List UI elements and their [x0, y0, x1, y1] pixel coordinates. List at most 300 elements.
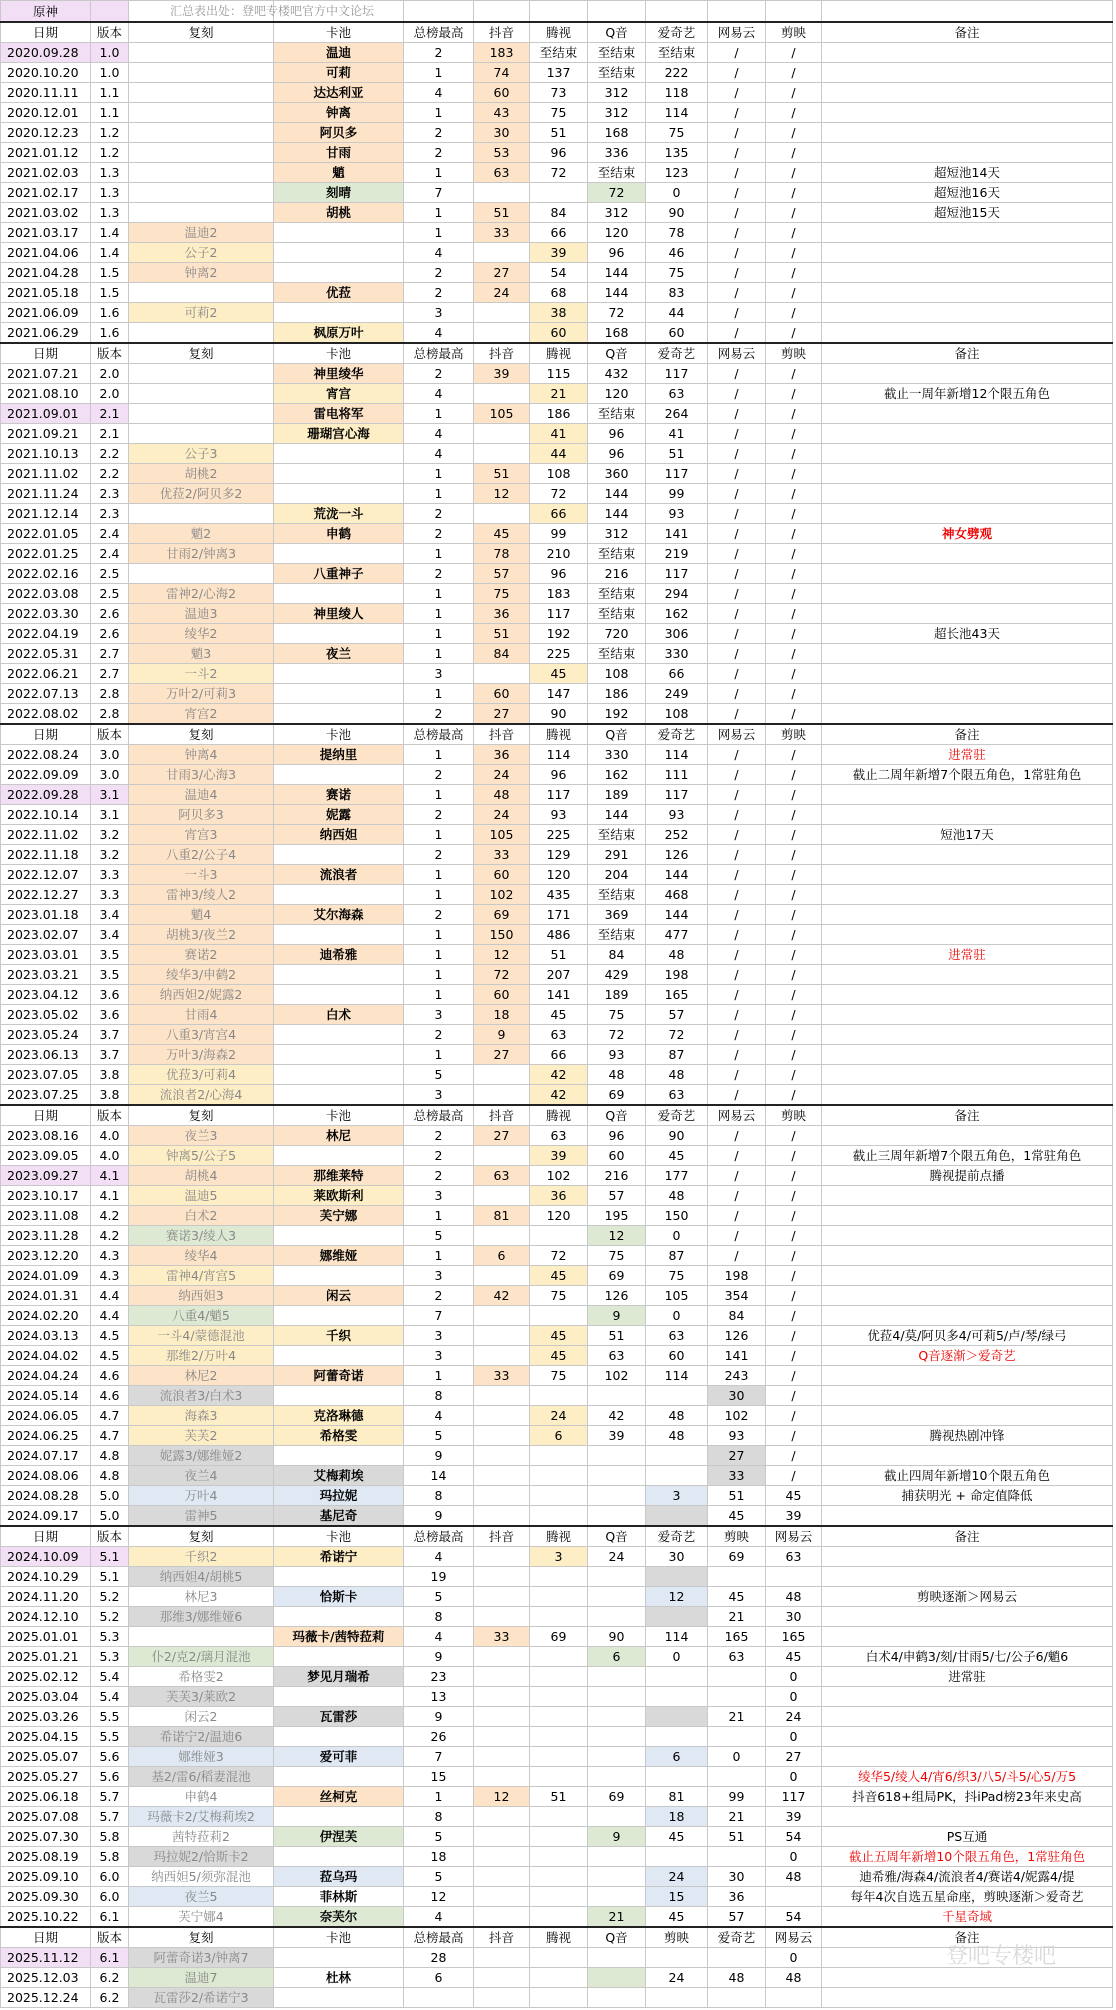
banner: 八重神子 [274, 564, 404, 584]
date: 2023.05.02 [1, 1005, 91, 1025]
overall-peak: 5 [404, 1226, 474, 1246]
tencent-video: 115 [530, 364, 588, 384]
column-header: 剪映 [646, 1927, 708, 1948]
banner: 瓦雷莎 [274, 1707, 404, 1727]
rerun: 胡桃2 [129, 464, 274, 484]
table-row [1, 1146, 1113, 1166]
column-header: 版本 [91, 1927, 129, 1948]
overall-peak: 8 [404, 1807, 474, 1827]
date: 2023.06.13 [1, 1045, 91, 1065]
col-9: / [708, 925, 766, 945]
column-header: 总榜最高 [404, 1927, 474, 1948]
tencent-video: 42 [530, 1085, 588, 1106]
tencent-video: 141 [530, 985, 588, 1005]
note [822, 965, 1113, 985]
douyin: 183 [474, 43, 530, 63]
version: 5.3 [91, 1647, 129, 1667]
overall-peak: 12 [404, 1887, 474, 1907]
date: 2022.07.13 [1, 684, 91, 704]
rerun: 赛诺2 [129, 945, 274, 965]
date: 2022.11.02 [1, 825, 91, 845]
date: 2024.06.25 [1, 1426, 91, 1446]
version: 2.2 [91, 464, 129, 484]
column-header: 复刻 [129, 724, 274, 745]
col-9: / [708, 604, 766, 624]
col-8: 78 [646, 223, 708, 243]
version: 5.5 [91, 1707, 129, 1727]
col-10: / [766, 524, 822, 544]
header-row [1, 1105, 1113, 1126]
col-9 [708, 1847, 766, 1867]
qq-music [588, 1667, 646, 1687]
overall-peak: 6 [404, 1968, 474, 1988]
col-9: / [708, 885, 766, 905]
column-header: 备注 [822, 1105, 1113, 1126]
col-10: 48 [766, 1867, 822, 1887]
overall-peak: 28 [404, 1948, 474, 1968]
table-row [1, 1366, 1113, 1386]
overall-peak: 1 [404, 584, 474, 604]
col-9: 243 [708, 1366, 766, 1386]
col-9: / [708, 1065, 766, 1085]
douyin [474, 243, 530, 263]
date: 2024.09.17 [1, 1506, 91, 1527]
column-header: 备注 [822, 1526, 1113, 1547]
date: 2022.08.24 [1, 745, 91, 765]
tencent-video [530, 1907, 588, 1928]
col-9: / [708, 123, 766, 143]
douyin: 60 [474, 865, 530, 885]
source-note: 汇总表出处：登吧专楼吧官方中文论坛 [170, 4, 375, 18]
note [822, 1547, 1113, 1567]
note [822, 243, 1113, 263]
col-10 [766, 1887, 822, 1907]
column-header: 卡池 [274, 343, 404, 364]
col-10: / [766, 43, 822, 63]
banner: 艾尔海森 [274, 905, 404, 925]
douyin [474, 1326, 530, 1346]
table-row [1, 464, 1113, 484]
tencent-video: 39 [530, 1146, 588, 1166]
col-10 [766, 1988, 822, 2008]
col-9: / [708, 765, 766, 785]
overall-peak: 2 [404, 1286, 474, 1306]
col-9: / [708, 63, 766, 83]
version: 5.2 [91, 1587, 129, 1607]
col-10: 0 [766, 1727, 822, 1747]
overall-peak: 2 [404, 564, 474, 584]
tencent-video: 45 [530, 1005, 588, 1025]
overall-peak: 2 [404, 1146, 474, 1166]
col-9: 48 [708, 1968, 766, 1988]
table-row [1, 1506, 1113, 1527]
overall-peak: 1 [404, 1206, 474, 1226]
version: 1.4 [91, 243, 129, 263]
col-9: 141 [708, 1346, 766, 1366]
date: 2021.01.12 [1, 143, 91, 163]
col-8: 114 [646, 103, 708, 123]
col-8: 46 [646, 243, 708, 263]
version: 2.1 [91, 404, 129, 424]
tencent-video: 117 [530, 604, 588, 624]
col-8 [646, 1707, 708, 1727]
version: 5.3 [91, 1627, 129, 1647]
column-header: 爱奇艺 [708, 1927, 766, 1948]
col-9: 33 [708, 1466, 766, 1486]
version: 1.3 [91, 183, 129, 203]
note [822, 1065, 1113, 1085]
col-10: / [766, 484, 822, 504]
col-10: / [766, 1025, 822, 1045]
douyin: 53 [474, 143, 530, 163]
rerun: 温迪4 [129, 785, 274, 805]
col-9: 30 [708, 1867, 766, 1887]
table-row [1, 1206, 1113, 1226]
qq-music [588, 1707, 646, 1727]
rerun: 流浪者3/白术3 [129, 1386, 274, 1406]
table-row [1, 704, 1113, 725]
date: 2022.03.08 [1, 584, 91, 604]
rerun: 魈3 [129, 644, 274, 664]
note: 千星奇域 [822, 1907, 1113, 1928]
overall-peak: 1 [404, 604, 474, 624]
rerun: 希诺宁2/温迪6 [129, 1727, 274, 1747]
col-10: / [766, 243, 822, 263]
column-header: 网易云 [708, 22, 766, 43]
rerun: 胡桃4 [129, 1166, 274, 1186]
note: 抖音618+组局PK，抖iPad榜23年来史高 [822, 1787, 1113, 1807]
table-row [1, 845, 1113, 865]
col-10: / [766, 865, 822, 885]
banner [274, 684, 404, 704]
date: 2023.11.08 [1, 1206, 91, 1226]
date: 2023.02.07 [1, 925, 91, 945]
version: 1.1 [91, 103, 129, 123]
col-10: / [766, 1166, 822, 1186]
note: 截止五周年新增10个限五角色，1常驻角色 [822, 1847, 1113, 1867]
date: 2025.04.15 [1, 1727, 91, 1747]
col-8: 99 [646, 484, 708, 504]
version: 2.8 [91, 684, 129, 704]
col-9: / [708, 384, 766, 404]
tencent-video: 186 [530, 404, 588, 424]
banner [274, 243, 404, 263]
banner [274, 765, 404, 785]
qq-music [588, 1968, 646, 1988]
col-8: 177 [646, 1166, 708, 1186]
qq-music [588, 1486, 646, 1506]
col-8: 66 [646, 664, 708, 684]
date: 2025.07.08 [1, 1807, 91, 1827]
douyin: 60 [474, 684, 530, 704]
tencent-video: 75 [530, 103, 588, 123]
rerun: 绫华2 [129, 624, 274, 644]
douyin [474, 1406, 530, 1426]
rerun: 海森3 [129, 1406, 274, 1426]
note: 截止一周年新增12个限五角色 [822, 384, 1113, 404]
overall-peak: 2 [404, 905, 474, 925]
version: 4.1 [91, 1166, 129, 1186]
col-8 [646, 1767, 708, 1787]
banner: 阿蕾奇诺 [274, 1366, 404, 1386]
date: 2022.11.18 [1, 845, 91, 865]
rerun: 钟离4 [129, 745, 274, 765]
col-10: / [766, 925, 822, 945]
column-header: 总榜最高 [404, 1105, 474, 1126]
col-10: 54 [766, 1827, 822, 1847]
banner [274, 1567, 404, 1587]
banner: 基尼奇 [274, 1506, 404, 1527]
col-10: 0 [766, 1767, 822, 1787]
col-10: / [766, 825, 822, 845]
col-9: 93 [708, 1426, 766, 1446]
douyin: 36 [474, 745, 530, 765]
note [822, 684, 1113, 704]
table-row [1, 1045, 1113, 1065]
rerun: 希格雯2 [129, 1667, 274, 1687]
note: 迪希雅/海森4/流浪者4/赛诺4/妮露4/提 [822, 1867, 1113, 1887]
note [822, 1627, 1113, 1647]
tencent-video: 486 [530, 925, 588, 945]
douyin [474, 1065, 530, 1085]
douyin [474, 1747, 530, 1767]
col-9: / [708, 905, 766, 925]
date: 2025.07.30 [1, 1827, 91, 1847]
tencent-video: 90 [530, 704, 588, 725]
qq-music: 216 [588, 1166, 646, 1186]
rerun [129, 203, 274, 223]
tencent-video: 225 [530, 644, 588, 664]
tencent-video [530, 1867, 588, 1887]
col-8: 44 [646, 303, 708, 323]
douyin [474, 1827, 530, 1847]
qq-music: 120 [588, 223, 646, 243]
col-10: 54 [766, 1907, 822, 1928]
version: 5.2 [91, 1607, 129, 1627]
table-row [1, 283, 1113, 303]
col-9: / [708, 1166, 766, 1186]
tencent-video: 120 [530, 865, 588, 885]
rerun: 夜兰4 [129, 1466, 274, 1486]
tencent-video: 68 [530, 283, 588, 303]
banner: 甘雨 [274, 143, 404, 163]
column-header: 备注 [822, 22, 1113, 43]
date: 2022.08.02 [1, 704, 91, 725]
table-row [1, 1727, 1113, 1747]
note [822, 83, 1113, 103]
col-8: 24 [646, 1968, 708, 1988]
douyin: 39 [474, 364, 530, 384]
douyin [474, 1727, 530, 1747]
date: 2021.07.21 [1, 364, 91, 384]
column-header: 抖音 [474, 724, 530, 745]
douyin [474, 1547, 530, 1567]
table-row [1, 323, 1113, 344]
douyin: 33 [474, 845, 530, 865]
douyin [474, 1486, 530, 1506]
date: 2020.09.28 [1, 43, 91, 63]
table-row [1, 584, 1113, 604]
tencent-video: 51 [530, 945, 588, 965]
col-10: / [766, 1126, 822, 1146]
col-8: 0 [646, 1226, 708, 1246]
col-10: / [766, 303, 822, 323]
col-10: / [766, 444, 822, 464]
col-8: 6 [646, 1747, 708, 1767]
table-row [1, 1126, 1113, 1146]
col-8: 93 [646, 504, 708, 524]
col-8: 48 [646, 1426, 708, 1446]
col-10: 48 [766, 1968, 822, 1988]
tencent-video: 至结束 [530, 43, 588, 63]
overall-peak: 2 [404, 123, 474, 143]
rerun: 阿贝多3 [129, 805, 274, 825]
rerun [129, 404, 274, 424]
overall-peak: 2 [404, 364, 474, 384]
note: 进常驻 [822, 745, 1113, 765]
column-header: 抖音 [474, 1105, 530, 1126]
version: 2.7 [91, 644, 129, 664]
col-8: 222 [646, 63, 708, 83]
qq-music: 96 [588, 1126, 646, 1146]
qq-music: 108 [588, 664, 646, 684]
col-10: / [766, 1366, 822, 1386]
col-9: 0 [708, 1747, 766, 1767]
overall-peak: 1 [404, 203, 474, 223]
overall-peak: 9 [404, 1707, 474, 1727]
table-row [1, 1887, 1113, 1907]
rerun [129, 83, 274, 103]
table-row [1, 1226, 1113, 1246]
date: 2025.08.19 [1, 1847, 91, 1867]
date: 2023.01.18 [1, 905, 91, 925]
version: 3.2 [91, 845, 129, 865]
qq-music: 69 [588, 1787, 646, 1807]
qq-music: 96 [588, 243, 646, 263]
version: 5.4 [91, 1687, 129, 1707]
date: 2025.09.10 [1, 1867, 91, 1887]
table-row [1, 143, 1113, 163]
overall-peak: 1 [404, 925, 474, 945]
col-9: / [708, 143, 766, 163]
date: 2022.01.25 [1, 544, 91, 564]
tencent-video [530, 1767, 588, 1787]
qq-music [588, 1807, 646, 1827]
banner [274, 1146, 404, 1166]
banner: 刻晴 [274, 183, 404, 203]
col-9: 21 [708, 1707, 766, 1727]
tencent-video: 66 [530, 223, 588, 243]
column-header: 复刻 [129, 1105, 274, 1126]
overall-peak: 4 [404, 444, 474, 464]
overall-peak: 1 [404, 745, 474, 765]
tencent-video [530, 1727, 588, 1747]
column-header: 腾视 [530, 343, 588, 364]
version: 3.8 [91, 1065, 129, 1085]
douyin: 63 [474, 163, 530, 183]
qq-music: 57 [588, 1186, 646, 1206]
col-10: 0 [766, 1687, 822, 1707]
version: 6.2 [91, 1968, 129, 1988]
col-9: 102 [708, 1406, 766, 1426]
table-row [1, 384, 1113, 404]
qq-music: 至结束 [588, 644, 646, 664]
rerun: 纳西妲3 [129, 1286, 274, 1306]
col-8 [646, 1687, 708, 1707]
col-8: 75 [646, 263, 708, 283]
note: 截止二周年新增7个限五角色，1常驻角色 [822, 765, 1113, 785]
qq-music: 189 [588, 985, 646, 1005]
date: 2025.11.12 [1, 1948, 91, 1968]
col-8: 468 [646, 885, 708, 905]
version: 2.4 [91, 524, 129, 544]
banner [274, 704, 404, 725]
table-row [1, 1907, 1113, 1928]
col-10: 30 [766, 1607, 822, 1627]
note [822, 1126, 1113, 1146]
tencent-video: 60 [530, 323, 588, 344]
table-row [1, 303, 1113, 323]
col-10: / [766, 1306, 822, 1326]
col-10: / [766, 1045, 822, 1065]
qq-music: 144 [588, 504, 646, 524]
col-9: / [708, 1146, 766, 1166]
overall-peak: 8 [404, 1386, 474, 1406]
note [822, 1206, 1113, 1226]
table-row [1, 1005, 1113, 1025]
column-header: 备注 [822, 1927, 1113, 1948]
date: 2022.12.27 [1, 885, 91, 905]
qq-music: 312 [588, 83, 646, 103]
version: 3.4 [91, 905, 129, 925]
qq-music: 75 [588, 1246, 646, 1266]
douyin [474, 1807, 530, 1827]
qq-music: 39 [588, 1426, 646, 1446]
date: 2023.12.20 [1, 1246, 91, 1266]
table-row [1, 123, 1113, 143]
col-10: / [766, 1005, 822, 1025]
overall-peak: 1 [404, 103, 474, 123]
rerun: 绫华4 [129, 1246, 274, 1266]
date: 2021.06.09 [1, 303, 91, 323]
table-row [1, 1567, 1113, 1587]
overall-peak: 5 [404, 1827, 474, 1847]
douyin [474, 1226, 530, 1246]
col-9: / [708, 684, 766, 704]
douyin: 18 [474, 1005, 530, 1025]
qq-music [588, 1446, 646, 1466]
note [822, 63, 1113, 83]
date: 2024.05.14 [1, 1386, 91, 1406]
col-10: / [766, 1146, 822, 1166]
col-9: / [708, 584, 766, 604]
qq-music [588, 1687, 646, 1707]
version: 4.2 [91, 1206, 129, 1226]
note [822, 1747, 1113, 1767]
col-9: / [708, 83, 766, 103]
note [822, 805, 1113, 825]
date: 2021.05.18 [1, 283, 91, 303]
note [822, 1506, 1113, 1527]
date: 2022.09.28 [1, 785, 91, 805]
note [822, 785, 1113, 805]
note: 每年4次自选五星命座，剪映逐渐＞爱奇艺 [822, 1887, 1113, 1907]
col-9: 51 [708, 1827, 766, 1847]
note [822, 1226, 1113, 1246]
note: 腾视热剧冲锋 [822, 1426, 1113, 1446]
overall-peak: 1 [404, 624, 474, 644]
version: 5.8 [91, 1827, 129, 1847]
